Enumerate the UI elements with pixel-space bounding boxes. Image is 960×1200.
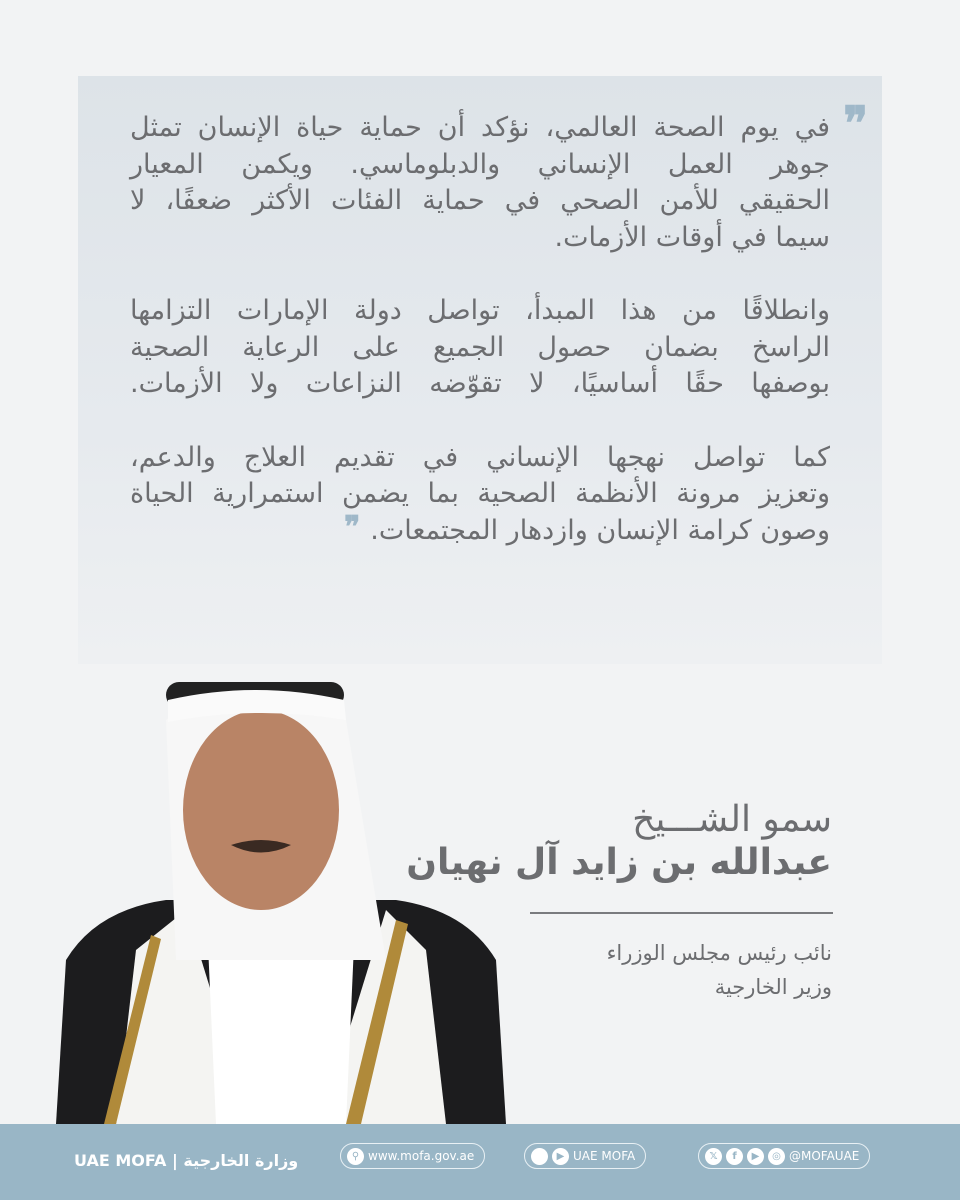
instagram-icon: ◎ bbox=[768, 1148, 785, 1165]
website-label: www.mofa.gov.ae bbox=[368, 1149, 475, 1163]
x-icon: 𝕏 bbox=[705, 1148, 722, 1165]
quote-paragraph-1 bbox=[130, 110, 830, 256]
quote-line: وانطلاقًا من هذا المبدأ، تواصل دولة الإمارات التزامها bbox=[130, 295, 830, 326]
speaker-name: عبدالله بن زايد آل نهيان bbox=[406, 842, 832, 883]
youtube-icon: ▶ bbox=[747, 1148, 764, 1165]
social-link[interactable] bbox=[698, 1143, 870, 1169]
quote-line: جوهر العمل الإنساني والدبلوماسي. ويكمن المعيار bbox=[130, 148, 830, 180]
quote-last-line bbox=[130, 509, 830, 550]
play-store-icon: ▶ bbox=[552, 1148, 569, 1165]
quote-text bbox=[130, 110, 830, 586]
website-link[interactable] bbox=[340, 1143, 485, 1169]
app-link[interactable] bbox=[524, 1143, 646, 1169]
open-quote-icon: ❞ bbox=[843, 96, 868, 150]
quote-line: وصون كرامة الإنسان وازدهار المجتمعات. bbox=[370, 514, 830, 546]
quote-paragraph-3 bbox=[130, 440, 830, 550]
speaker-name-block bbox=[406, 800, 832, 886]
speaker-role-2: وزير الخارجية bbox=[714, 975, 832, 999]
quote-line: بوصفها حقًا أساسيًا، لا تقوّضه النزاعات ولا الأزمات. bbox=[130, 368, 830, 399]
speaker-role-1: نائب رئيس مجلس الوزراء bbox=[606, 941, 832, 965]
quote-line: الحقيقي للأمن الصحي في حماية الفئات الأكثر ضعفًا، لا bbox=[130, 185, 830, 216]
speaker-roles bbox=[607, 936, 832, 1004]
quote-line: الراسخ بضمان حصول الجميع على الرعاية الصحية bbox=[130, 331, 830, 363]
app-label: UAE MOFA bbox=[573, 1149, 636, 1163]
speaker-honorific: سمو الشـــيخ bbox=[632, 799, 832, 840]
footer bbox=[0, 1124, 960, 1200]
quote-line: وتعزيز مرونة الأنظمة الصحية بما يضمن استمرارية الحياة bbox=[130, 478, 830, 509]
quote-line: في يوم الصحة العالمي، نؤكد أن حماية حياة الإنسان تمثل bbox=[130, 112, 830, 143]
quote-line: كما تواصل نهجها الإنساني في تقديم العلاج والدعم، bbox=[130, 441, 830, 473]
speaker-portrait bbox=[56, 660, 506, 1124]
quote-line: سيما في أوقات الأزمات. bbox=[554, 221, 830, 253]
social-label: @MOFAUAE bbox=[789, 1149, 860, 1163]
search-icon: ⚲ bbox=[347, 1148, 364, 1165]
facebook-icon: f bbox=[726, 1148, 743, 1165]
footer-brand: UAE MOFA | وزارة الخارجية bbox=[74, 1151, 299, 1170]
quote-paragraph-2 bbox=[130, 293, 830, 403]
divider bbox=[530, 912, 833, 914]
apple-icon bbox=[531, 1148, 548, 1165]
close-quote-icon: ❞ bbox=[344, 509, 361, 545]
